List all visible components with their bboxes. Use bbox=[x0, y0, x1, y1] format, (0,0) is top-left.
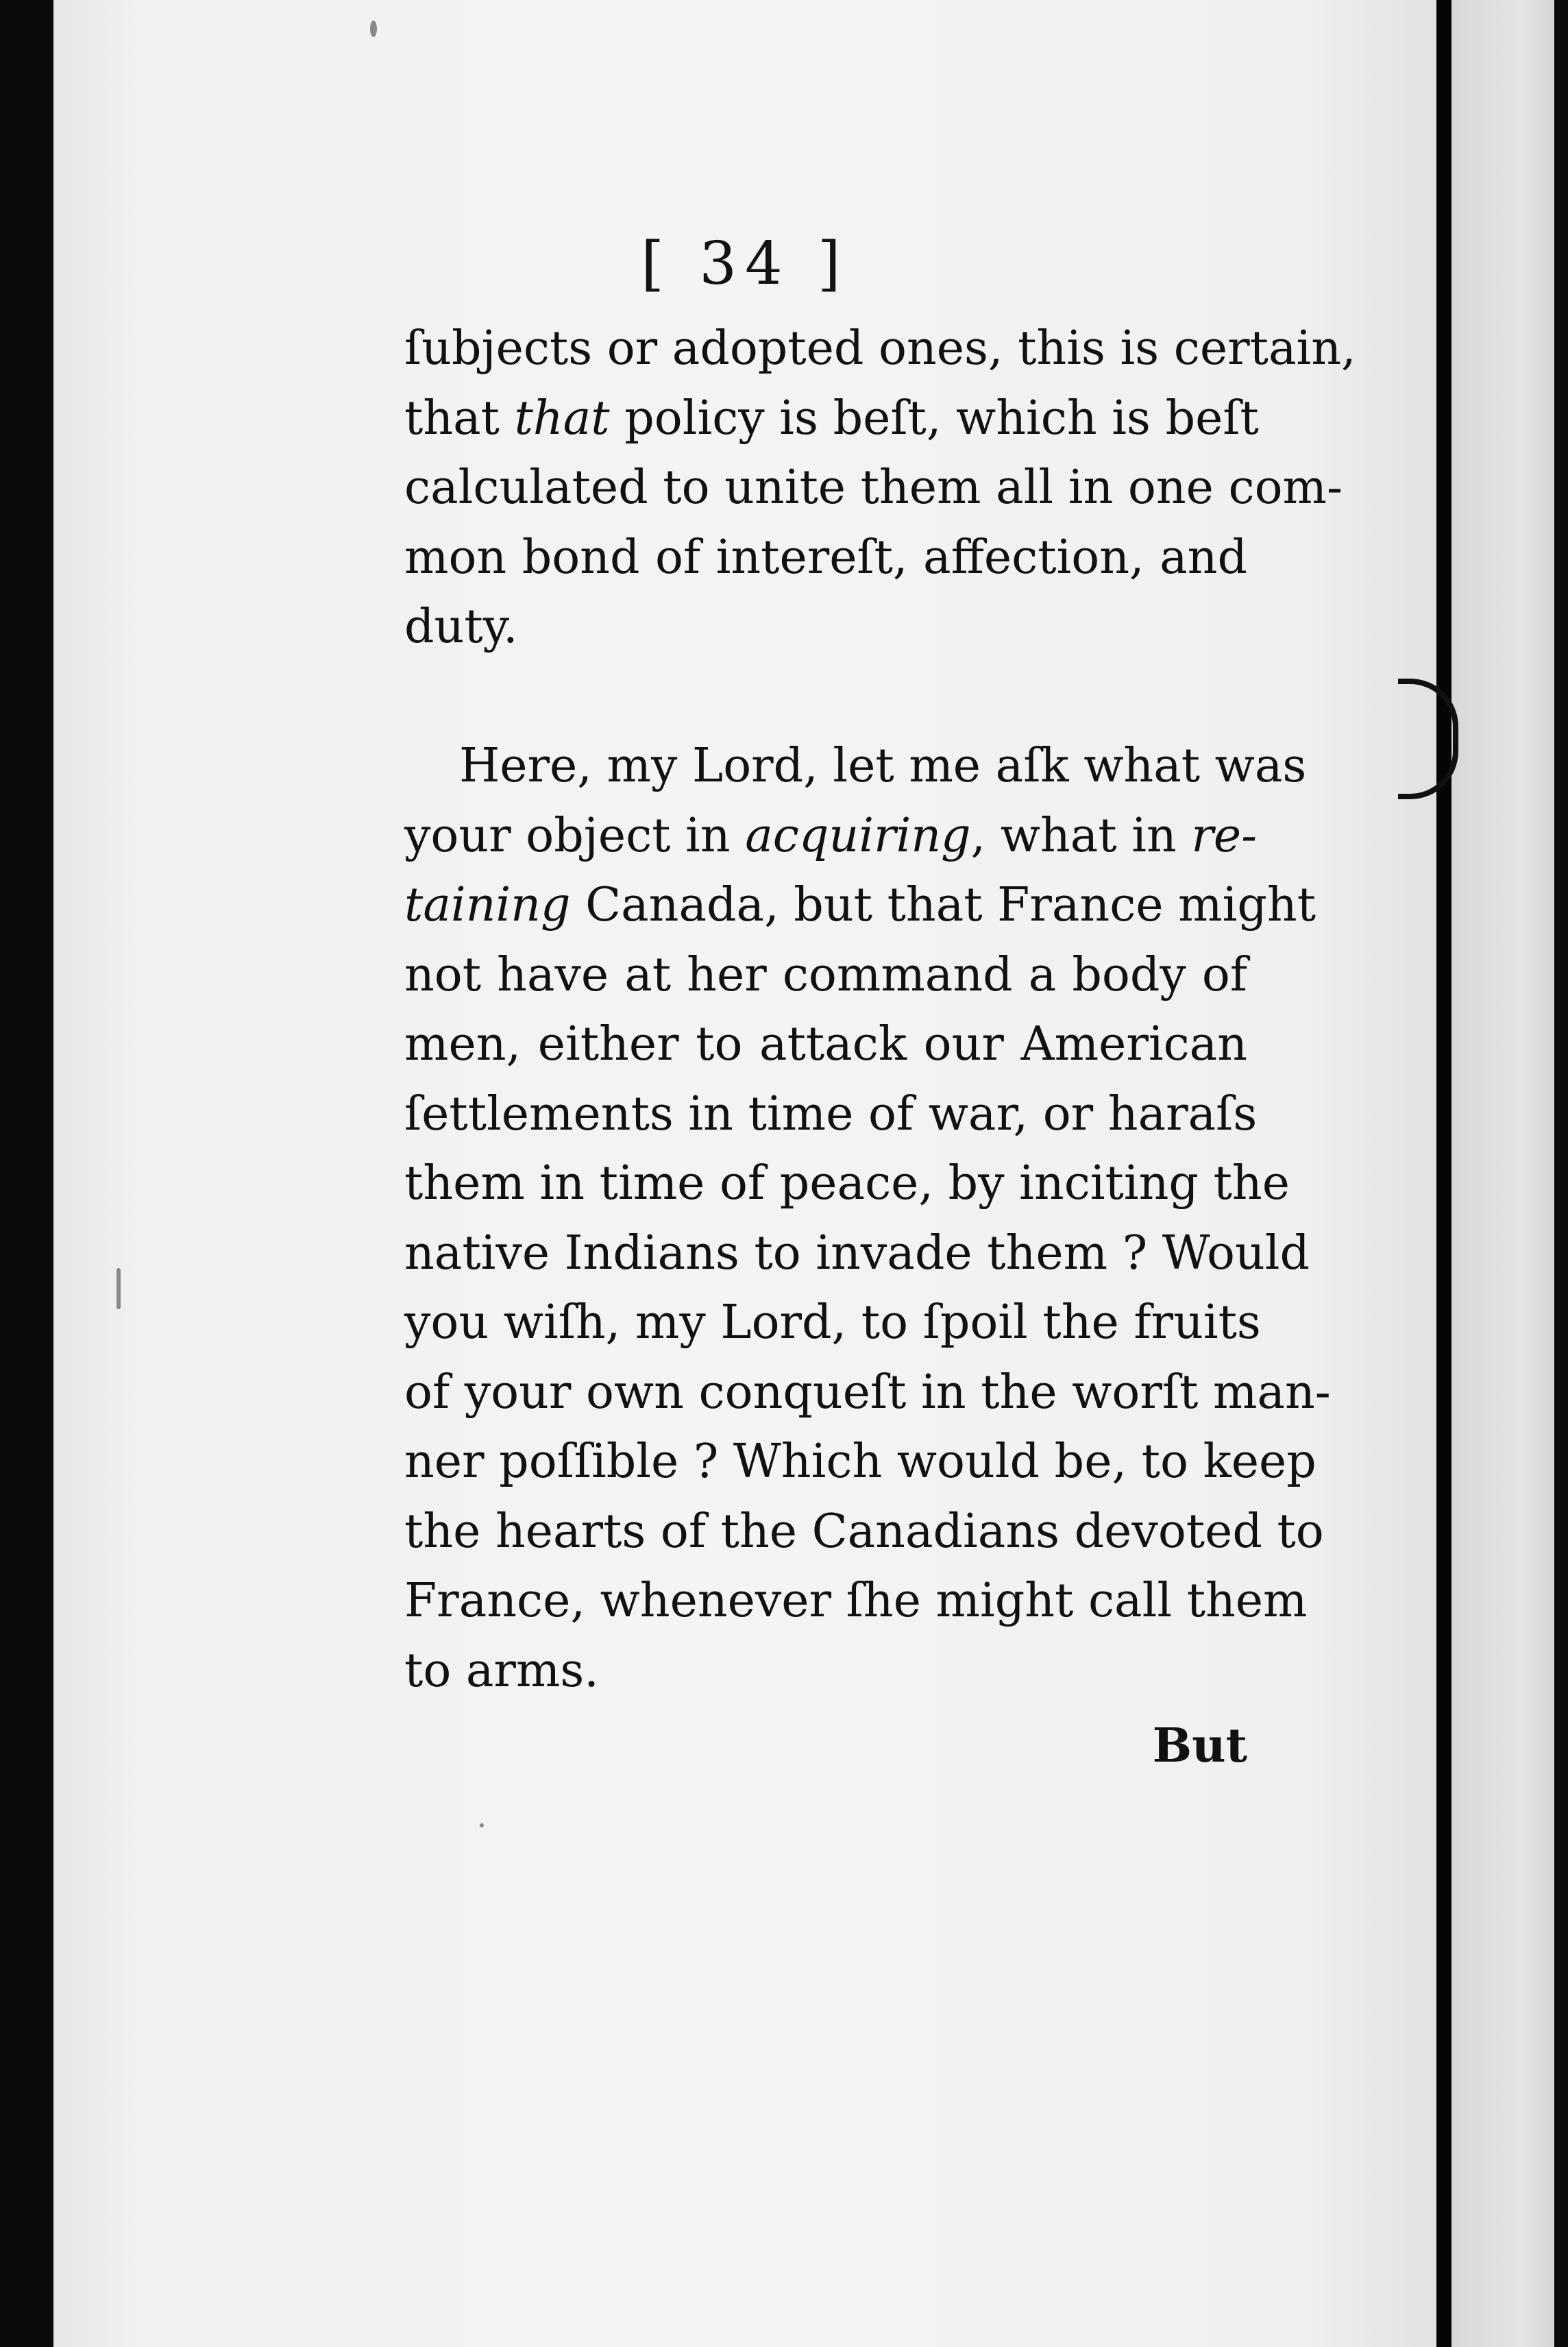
text-line: mon bond of intereſt, affection, and bbox=[404, 530, 1247, 585]
italic-word: that bbox=[514, 391, 610, 446]
text-line: of your own conqueſt in the worſt man- bbox=[404, 1365, 1331, 1420]
scan-left-border bbox=[0, 0, 53, 2347]
text-line: your object in acquiring, what in re- bbox=[404, 808, 1258, 863]
text-line: native Indians to invade them ? Would bbox=[404, 1226, 1310, 1280]
body-text bbox=[404, 314, 1356, 1705]
text-line: ner poſſible ? Which would be, to keep bbox=[404, 1435, 1316, 1489]
page-number: [ 34 ] bbox=[641, 230, 849, 298]
paper-speck bbox=[370, 21, 377, 37]
text-line: the hearts of the Canadians devoted to bbox=[404, 1504, 1324, 1559]
text-line: you wiſh, my Lord, to ſpoil the fruits bbox=[404, 1296, 1261, 1350]
text-line: taining Canada, but that France might bbox=[404, 878, 1316, 932]
text-line: calculated to unite them all in one com- bbox=[404, 461, 1343, 515]
italic-word: re- bbox=[1191, 808, 1258, 863]
text-line: that that policy is beſt, which is beſt bbox=[404, 391, 1259, 446]
paper-speck bbox=[117, 1268, 121, 1309]
text-line: duty. bbox=[404, 600, 518, 654]
text-line: ſubjects or adopted ones, this is certain, bbox=[404, 321, 1356, 376]
paper-speck bbox=[480, 1823, 484, 1827]
text-line: to arms. bbox=[404, 1643, 599, 1698]
text-line: not have at her command a body of bbox=[404, 947, 1247, 1002]
text-line: men, either to attack our American bbox=[404, 1017, 1247, 1071]
text-line: ſettlements in time of war, or haraſs bbox=[404, 1086, 1258, 1141]
paragraph-gap bbox=[404, 662, 1247, 732]
adjacent-page-edge bbox=[1451, 0, 1568, 2347]
scan-right-border bbox=[1554, 0, 1568, 2347]
text-line: them in time of peace, by inciting the bbox=[404, 1156, 1290, 1211]
text-line: Here, my Lord, let me aſk what was bbox=[459, 739, 1307, 793]
text-line: France, whenever ſhe might call them bbox=[404, 1574, 1308, 1628]
catchword: But bbox=[1152, 1718, 1247, 1773]
italic-word: acquiring bbox=[745, 808, 971, 863]
book-gutter bbox=[1436, 0, 1451, 2347]
italic-word: taining bbox=[404, 878, 571, 932]
